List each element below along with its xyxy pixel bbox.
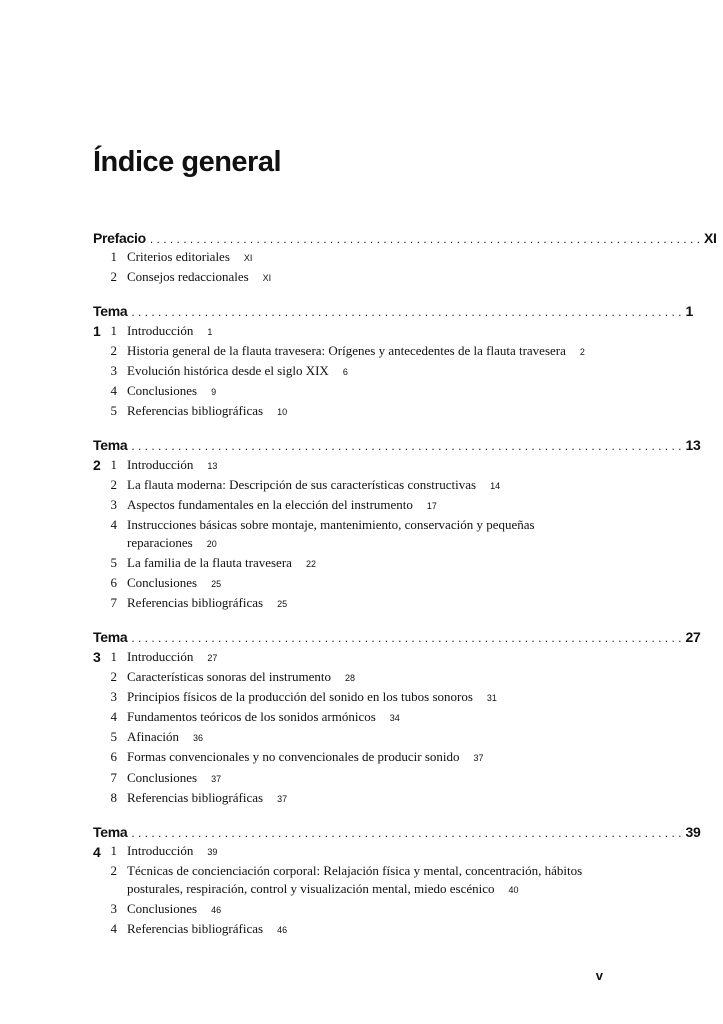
toc-entry[interactable] xyxy=(93,789,603,809)
toc-entry[interactable] xyxy=(93,667,603,687)
entry-number: 6 xyxy=(110,749,117,765)
entry-number: 6 xyxy=(110,575,117,591)
toc-entry[interactable] xyxy=(93,248,603,268)
entry-number: 1 xyxy=(110,843,117,859)
entry-title: Introducción xyxy=(127,456,194,472)
entry-title: Aspectos fundamentales en la elección del instrumento xyxy=(127,496,413,512)
entry-number: 2 xyxy=(110,863,117,879)
dot-leader: . . . . . . . . . . . . . . . . . . . . . . . . . . . . . . . . . . . . . . . . . . . . . . . . . . . . . . . . . . . . . . . . . . . . . . . . . . . . . . . . . . . xyxy=(131,825,682,840)
entry-title: Referencias bibliográficas xyxy=(127,789,264,805)
entry-number: 3 xyxy=(110,688,117,704)
entry-number: 4 xyxy=(110,709,117,725)
entry-title: Conclusiones xyxy=(127,769,198,785)
entry-number: 5 xyxy=(110,403,117,419)
toc-entry[interactable] xyxy=(93,516,603,554)
toc-entry[interactable] xyxy=(93,342,603,362)
toc-entry[interactable] xyxy=(93,268,603,288)
section-title: Tema 3 xyxy=(93,629,128,666)
entry-number: 1 xyxy=(110,648,117,664)
entry-page: 39 xyxy=(207,847,218,858)
entry-page: 37 xyxy=(277,793,288,804)
entry-page: 6 xyxy=(342,367,348,378)
toc-entry[interactable] xyxy=(93,321,603,341)
entry-number: 2 xyxy=(110,476,117,492)
entry-number: 5 xyxy=(110,729,117,745)
entry-page: 28 xyxy=(344,672,355,683)
entry-number: 3 xyxy=(110,363,117,379)
entry-page: 2 xyxy=(579,346,585,357)
entry-page: 40 xyxy=(508,884,519,895)
entry-number: 1 xyxy=(110,322,117,338)
entry-page: 31 xyxy=(486,692,497,703)
section-page: 1 xyxy=(685,303,693,320)
section-title: Tema 4 xyxy=(93,823,128,860)
toc-entry[interactable] xyxy=(93,402,603,422)
page-number: v xyxy=(595,968,603,983)
toc-section-tema-2 xyxy=(93,435,701,614)
entry-number: 1 xyxy=(110,456,117,472)
toc-entry[interactable] xyxy=(93,496,603,516)
entry-title: Historia general de la flauta travesera: Orígenes y antecedentes de la flauta travesera xyxy=(127,342,566,358)
entry-number: 2 xyxy=(110,342,117,358)
toc-section-tema-3 xyxy=(93,627,701,809)
entry-page: 10 xyxy=(277,407,288,418)
toc-entry[interactable] xyxy=(93,382,603,402)
entry-page: 27 xyxy=(207,652,218,663)
entry-title: Referencias bibliográficas xyxy=(127,921,264,937)
entry-number: 4 xyxy=(110,921,117,937)
entry-title: Fundamentos teóricos de los sonidos armónicos xyxy=(127,709,376,725)
entry-page: 25 xyxy=(277,599,288,610)
entry-number: 1 xyxy=(110,249,117,265)
entry-title: Conclusiones xyxy=(127,383,198,399)
entry-number: 2 xyxy=(110,269,117,285)
toc-section-prefacio xyxy=(93,228,717,288)
entry-page: 25 xyxy=(211,579,222,590)
toc-entry[interactable] xyxy=(93,647,603,667)
entry-title: Introducción xyxy=(127,843,194,859)
entry-page: 1 xyxy=(207,326,213,337)
entry-title: Criterios editoriales xyxy=(127,249,230,265)
toc-entry[interactable] xyxy=(93,688,603,708)
entry-number: 3 xyxy=(110,900,117,916)
entry-number: 3 xyxy=(110,496,117,512)
entry-title: Conclusiones xyxy=(127,575,198,591)
entry-page: 37 xyxy=(211,773,222,784)
toc-entry[interactable] xyxy=(93,574,603,594)
entry-title: Afinación xyxy=(127,729,179,745)
toc-section-tema-1 xyxy=(93,301,693,422)
toc-entry[interactable] xyxy=(93,594,603,614)
entry-page: 14 xyxy=(490,480,501,491)
section-heading[interactable] xyxy=(93,228,717,248)
entry-title: Técnicas de concienciación corporal: Relajación física y mental, concentración, hábitos posturales, respiración, control y visualización mental, miedo escénico xyxy=(127,863,583,896)
section-page: XI xyxy=(703,230,717,246)
toc-entry[interactable] xyxy=(93,900,603,920)
entry-title: Características sonoras del instrumento xyxy=(127,668,331,684)
entry-number: 5 xyxy=(110,554,117,570)
dot-leader: . . . . . . . . . . . . . . . . . . . . . . . . . . . . . . . . . . . . . . . . . . . . . . . . . . . . . . . . . . . . . . . . . . . . . . . . . . . . . . . . . . . xyxy=(149,232,700,246)
toc-entry[interactable] xyxy=(93,476,603,496)
entry-title: Conclusiones xyxy=(127,900,198,916)
entry-page: XI xyxy=(243,253,253,264)
section-title: Tema 1 xyxy=(93,303,128,340)
entry-title: Referencias bibliográficas xyxy=(127,403,264,419)
toc-entry[interactable] xyxy=(93,728,603,748)
entry-title: Formas convencionales y no convencionales de producir sonido xyxy=(127,749,460,765)
toc-entry[interactable] xyxy=(93,554,603,574)
entry-title: Referencias bibliográficas xyxy=(127,595,264,611)
entry-page: 46 xyxy=(211,904,222,915)
entry-title: La familia de la flauta travesera xyxy=(127,554,292,570)
entry-title: Introducción xyxy=(127,322,194,338)
section-page: 13 xyxy=(685,437,701,454)
toc-entry[interactable] xyxy=(93,455,603,475)
section-page: 39 xyxy=(685,823,701,840)
toc-entry[interactable] xyxy=(93,862,603,900)
entry-page: 34 xyxy=(389,713,400,724)
entry-title: Consejos redaccionales xyxy=(127,269,249,285)
entry-page: 46 xyxy=(277,925,288,936)
entry-title: Instrucciones básicas sobre montaje, mantenimiento, conservación y pequeñas reparaciones xyxy=(127,517,535,550)
dot-leader: . . . . . . . . . . . . . . . . . . . . . . . . . . . . . . . . . . . . . . . . . . . . . . . . . . . . . . . . . . . . . . . . . . . . . . . . . . . . . . . . . . . xyxy=(131,439,682,454)
entry-number: 4 xyxy=(110,383,117,399)
toc-section-tema-4 xyxy=(93,822,701,940)
entry-number: 8 xyxy=(110,789,117,805)
dot-leader: . . . . . . . . . . . . . . . . . . . . . . . . . . . . . . . . . . . . . . . . . . . . . . . . . . . . . . . . . . . . . . . . . . . . . . . . . . . . . . . . . . . xyxy=(131,305,682,320)
section-title: Prefacio xyxy=(93,230,146,246)
entry-page: 36 xyxy=(192,733,203,744)
entry-page: 37 xyxy=(473,753,484,764)
toc-entry[interactable] xyxy=(93,708,603,728)
entry-title: Evolución histórica desde el siglo XIX xyxy=(127,363,329,379)
entry-page: 22 xyxy=(305,558,316,569)
toc-entry[interactable] xyxy=(93,842,603,862)
page-title: Índice general xyxy=(93,146,282,178)
entry-page: XI xyxy=(262,273,272,284)
table-of-contents xyxy=(93,228,717,953)
toc-entry[interactable] xyxy=(93,362,603,382)
entry-number: 7 xyxy=(110,769,117,785)
section-title: Tema 2 xyxy=(93,437,128,474)
entry-page: 20 xyxy=(206,538,217,549)
toc-entry[interactable] xyxy=(93,920,603,940)
entry-title: Principios físicos de la producción del sonido en los tubos sonoros xyxy=(127,688,473,704)
toc-entry[interactable] xyxy=(93,768,603,788)
entry-title: La flauta moderna: Descripción de sus características constructivas xyxy=(127,476,477,492)
entry-number: 7 xyxy=(110,595,117,611)
entry-title: Introducción xyxy=(127,648,194,664)
toc-entry[interactable] xyxy=(93,748,603,768)
entry-number: 4 xyxy=(110,517,117,533)
section-page: 27 xyxy=(685,629,701,646)
entry-page: 13 xyxy=(207,460,218,471)
entry-page: 9 xyxy=(211,387,217,398)
entry-page: 17 xyxy=(426,500,437,511)
dot-leader: . . . . . . . . . . . . . . . . . . . . . . . . . . . . . . . . . . . . . . . . . . . . . . . . . . . . . . . . . . . . . . . . . . . . . . . . . . . . . . . . . . . xyxy=(131,631,682,646)
entry-number: 2 xyxy=(110,668,117,684)
